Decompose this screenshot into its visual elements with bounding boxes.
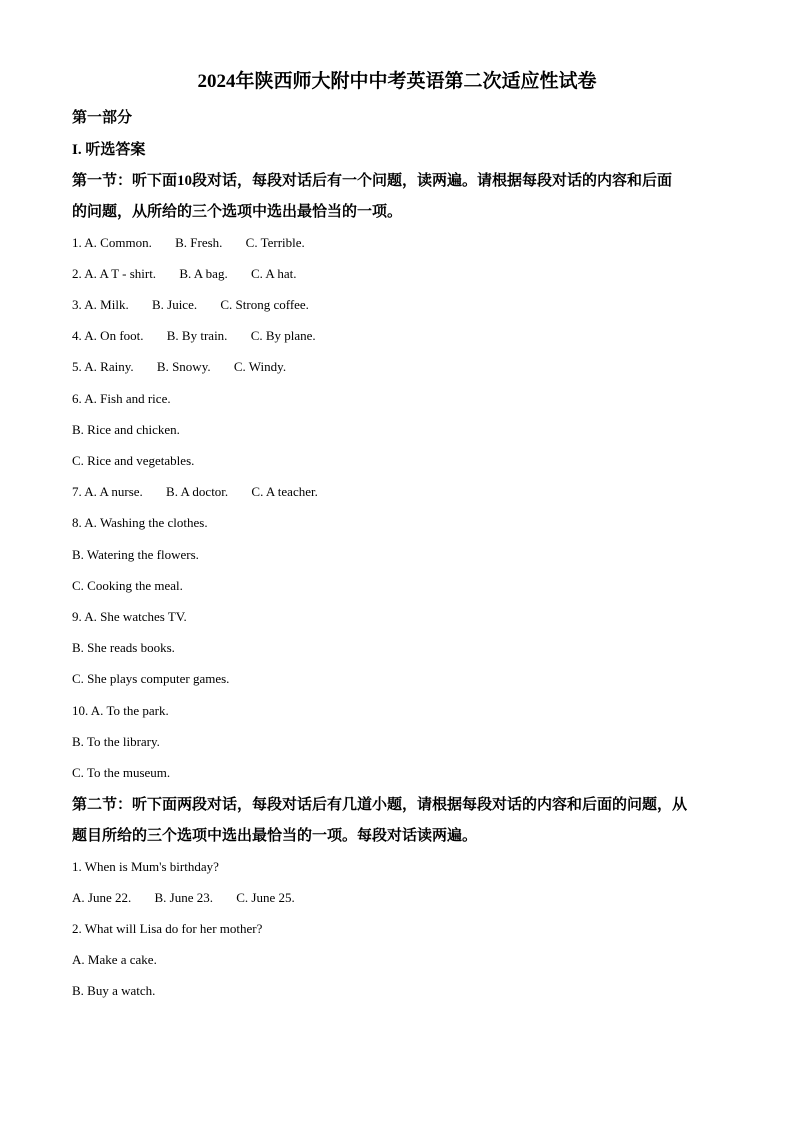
option-c: C. Windy. bbox=[233, 359, 287, 374]
question-10-option-b: B. To the library. bbox=[72, 734, 160, 749]
question-2 bbox=[72, 265, 296, 283]
question-number: 3. bbox=[72, 297, 82, 312]
option-a: A. To the park. bbox=[90, 703, 169, 718]
section-heading: I. 听选答案 bbox=[72, 142, 146, 158]
option-c: C. A teacher. bbox=[251, 484, 318, 499]
section2-instruction-line2: 题目所给的三个选项中选出最恰当的一项。每段对话读两遍。 bbox=[72, 828, 478, 844]
option-c: C. Strong coffee. bbox=[220, 297, 309, 312]
option-c: C. A hat. bbox=[250, 266, 297, 281]
question-8-option-c: C. Cooking the meal. bbox=[72, 578, 183, 593]
question-number: 10. bbox=[72, 703, 89, 718]
option-a: A. On foot. bbox=[84, 328, 144, 343]
question-10-option-c: C. To the museum. bbox=[72, 765, 171, 780]
question-number: 5. bbox=[72, 359, 82, 374]
question-number: 1. bbox=[72, 235, 82, 250]
option-a: A. June 22. bbox=[72, 890, 132, 905]
option-a: A. Rainy. bbox=[84, 359, 134, 374]
option-b: B. A bag. bbox=[179, 266, 228, 281]
section2-instruction-line1: 第二节：听下面两段对话，每段对话后有几道小题，请根据每段对话的内容和后面的问题，从 bbox=[72, 797, 688, 813]
question-6-option-c: C. Rice and vegetables. bbox=[72, 453, 195, 468]
option-b: B. A doctor. bbox=[166, 484, 229, 499]
question-number: 7. bbox=[72, 484, 82, 499]
question-8-option-b: B. Watering the flowers. bbox=[72, 547, 199, 562]
question-3 bbox=[72, 296, 309, 314]
question-10 bbox=[72, 702, 169, 720]
section2-question-1-options bbox=[72, 889, 295, 907]
page-title: 2024年陕西师大附中中考英语第二次适应性试卷 bbox=[197, 71, 597, 92]
option-a: A. She watches TV. bbox=[84, 609, 187, 624]
question-number: 4. bbox=[72, 328, 82, 343]
section2-question-1: 1. When is Mum's birthday? bbox=[72, 859, 219, 874]
question-number: 9. bbox=[72, 609, 82, 624]
option-c: C. Terrible. bbox=[245, 235, 305, 250]
option-b: B. June 23. bbox=[154, 890, 213, 905]
question-9-option-b: B. She reads books. bbox=[72, 640, 175, 655]
question-number: 2. bbox=[72, 266, 82, 281]
option-a: A. Milk. bbox=[84, 297, 129, 312]
section2-question-2-option-b: B. Buy a watch. bbox=[72, 983, 156, 998]
option-b: B. Fresh. bbox=[175, 235, 223, 250]
question-9-option-c: C. She plays computer games. bbox=[72, 671, 230, 686]
option-a: A. A T - shirt. bbox=[84, 266, 157, 281]
section1-instruction-line2: 的问题，从所给的三个选项中选出最恰当的一项。 bbox=[72, 204, 403, 220]
option-a: A. A nurse. bbox=[84, 484, 143, 499]
section2-question-2-option-a: A. Make a cake. bbox=[72, 952, 157, 967]
option-b: B. Juice. bbox=[151, 297, 198, 312]
question-1 bbox=[72, 234, 305, 252]
question-5 bbox=[72, 358, 286, 376]
option-a: A. Common. bbox=[84, 235, 152, 250]
option-a: A. Fish and rice. bbox=[84, 391, 171, 406]
question-number: 8. bbox=[72, 515, 82, 530]
part-heading: 第一部分 bbox=[72, 110, 133, 126]
question-7 bbox=[72, 483, 318, 501]
option-c: C. By plane. bbox=[250, 328, 316, 343]
question-9 bbox=[72, 608, 187, 626]
question-4 bbox=[72, 327, 316, 345]
option-c: C. June 25. bbox=[236, 890, 295, 905]
question-6-option-b: B. Rice and chicken. bbox=[72, 422, 180, 437]
option-a: A. Washing the clothes. bbox=[84, 515, 208, 530]
option-b: B. Snowy. bbox=[156, 359, 211, 374]
question-6 bbox=[72, 390, 171, 408]
section2-question-2: 2. What will Lisa do for her mother? bbox=[72, 921, 263, 936]
section1-instruction-line1: 第一节：听下面10段对话，每段对话后有一个问题，读两遍。请根据每段对话的内容和后面 bbox=[72, 173, 673, 189]
question-number: 6. bbox=[72, 391, 82, 406]
option-b: B. By train. bbox=[166, 328, 228, 343]
question-8 bbox=[72, 514, 208, 532]
